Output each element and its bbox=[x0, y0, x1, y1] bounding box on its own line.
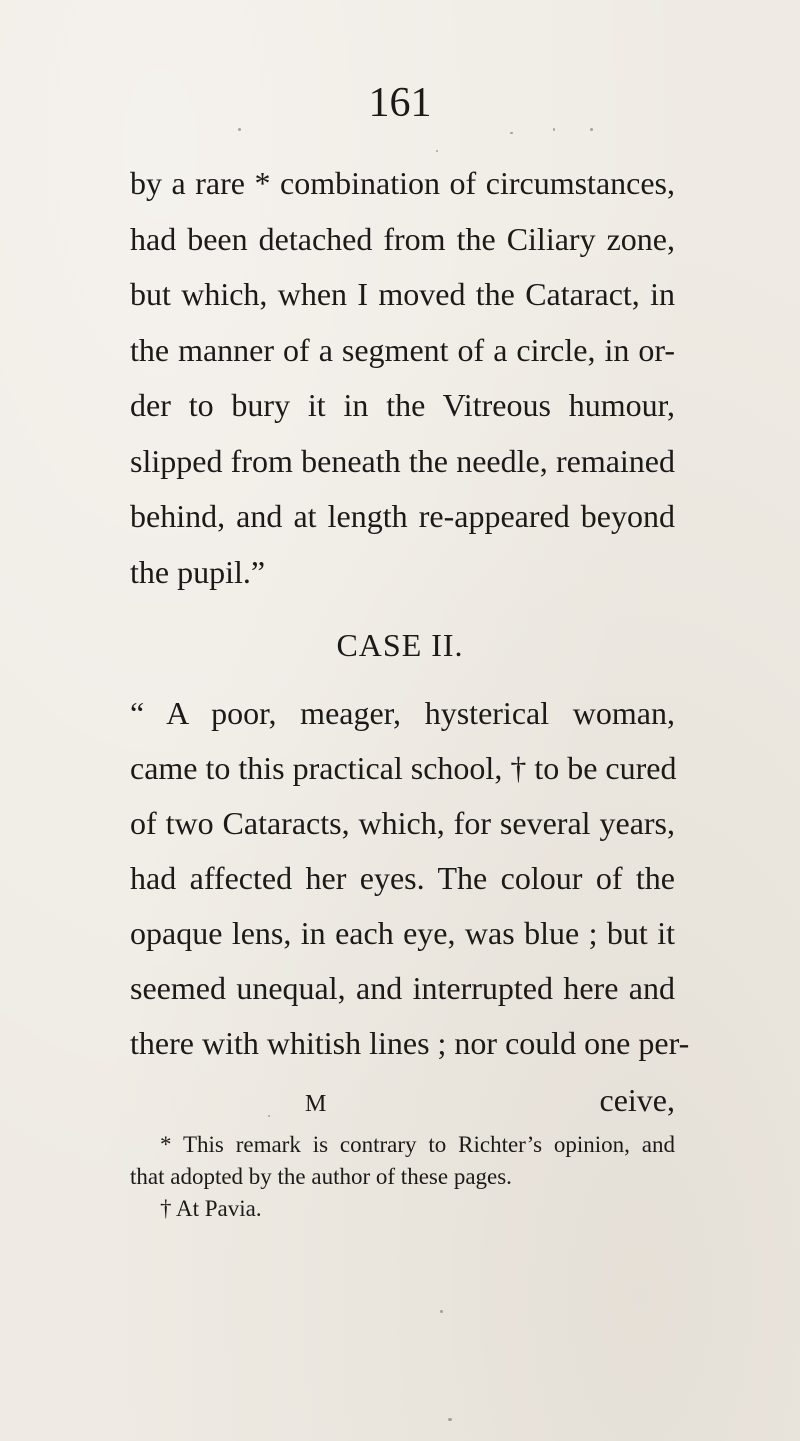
page-number: 161 bbox=[368, 80, 432, 126]
footnote-line: * This remark is contrary to Richter’s opinion, and bbox=[160, 1132, 675, 1157]
text-line: slipped from beneath the needle, remained bbox=[130, 443, 675, 479]
catch-row bbox=[130, 1080, 675, 1120]
text-line: der to bury it in the Vitreous humour, bbox=[130, 387, 675, 423]
text-line: but which, when I moved the Cataract, in bbox=[130, 276, 675, 312]
text-line: “ A poor, meager, hysterical woman, bbox=[130, 695, 675, 731]
text-line: behind, and at length re-appeared beyond bbox=[130, 498, 675, 534]
text-line: seemed unequal, and interrupted here and bbox=[130, 970, 675, 1006]
text-line: there with whitish lines ; nor could one per- bbox=[130, 1025, 690, 1061]
footnote-line: † At Pavia. bbox=[160, 1196, 262, 1221]
section-heading: CASE II. bbox=[336, 627, 464, 663]
text-line: came to this practical school, † to be cured bbox=[130, 750, 677, 786]
text-line: had affected her eyes. The colour of the bbox=[130, 860, 675, 896]
text-line: of two Cataracts, which, for several years, bbox=[130, 805, 675, 841]
catchword: ceive, bbox=[599, 1082, 675, 1118]
text-line: by a rare * combination of circumstances, bbox=[130, 165, 675, 201]
text-line: opaque lens, in each eye, was blue ; but it bbox=[130, 915, 675, 951]
signature-mark: M bbox=[305, 1091, 328, 1117]
text-line: had been detached from the Ciliary zone, bbox=[130, 221, 675, 257]
text-line: the pupil.” bbox=[130, 554, 266, 590]
footnote-line: that adopted by the author of these pages. bbox=[130, 1164, 512, 1189]
text-line: the manner of a segment of a circle, in or- bbox=[130, 332, 675, 368]
